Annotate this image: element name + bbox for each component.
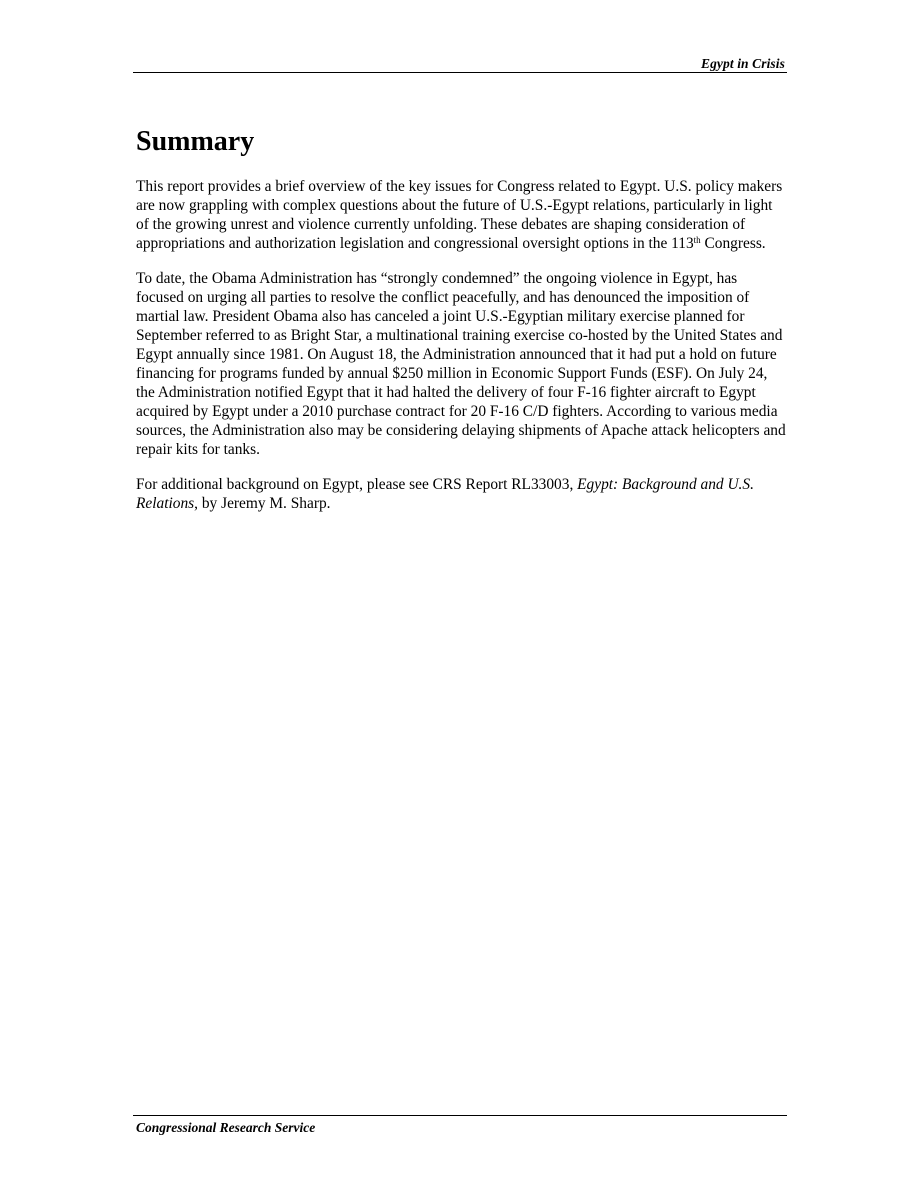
running-header: Egypt in Crisis <box>700 56 785 71</box>
summary-body <box>136 177 786 529</box>
header-divider <box>133 72 787 73</box>
paragraph-intro <box>136 177 786 253</box>
background-lead-text: For additional background on Egypt, please see CRS Report RL33003, <box>136 476 578 493</box>
report-title-reference: Egypt: Background and U.S. Relations <box>136 476 754 512</box>
running-footer: Congressional Research Service <box>136 1120 316 1135</box>
paragraph-intro-text: This report provides a brief overview of the key issues for Congress related to Egypt. U.S. policy makers are now grappling with complex questions about the future of U.S.-Egypt relations, particularly in light of the growing unrest and violence currently unfolding. These debates are shaping consideration of appropriations and authorization legislation and congressional oversight options in the 113 <box>136 178 783 252</box>
paragraph-additional-background <box>136 475 786 513</box>
ordinal-suffix: th <box>693 235 701 245</box>
paragraph-administration-actions: To date, the Obama Administration has “strongly condemned” the ongoing violence in Egypt, has focused on urging all parties to resolve the conflict peacefully, and has denounced the imposition of martial law. President Obama also has canceled a joint U.S.-Egyptian military exercise planned for September referred to as Bright Star, a multinational training exercise co-hosted by the United States and Egypt annually since 1981. On August 18, the Administration announced that it had put a hold on future financing for programs funded by annual $250 million in Economic Support Funds (ESF). On July 24, the Administration notified Egypt that it had halted the delivery of four F-16 fighter aircraft to Egypt acquired by Egypt under a 2010 purchase contract for 20 F-16 C/D fighters. According to various media sources, the Administration also may be considering delaying shipments of Apache attack helicopters and repair kits for tanks. <box>136 270 786 458</box>
section-title: Summary <box>136 126 255 157</box>
footer-divider <box>133 1115 787 1116</box>
background-tail-text: , by Jeremy M. Sharp. <box>194 495 331 512</box>
paragraph-intro-tail: Congress. <box>700 235 766 252</box>
